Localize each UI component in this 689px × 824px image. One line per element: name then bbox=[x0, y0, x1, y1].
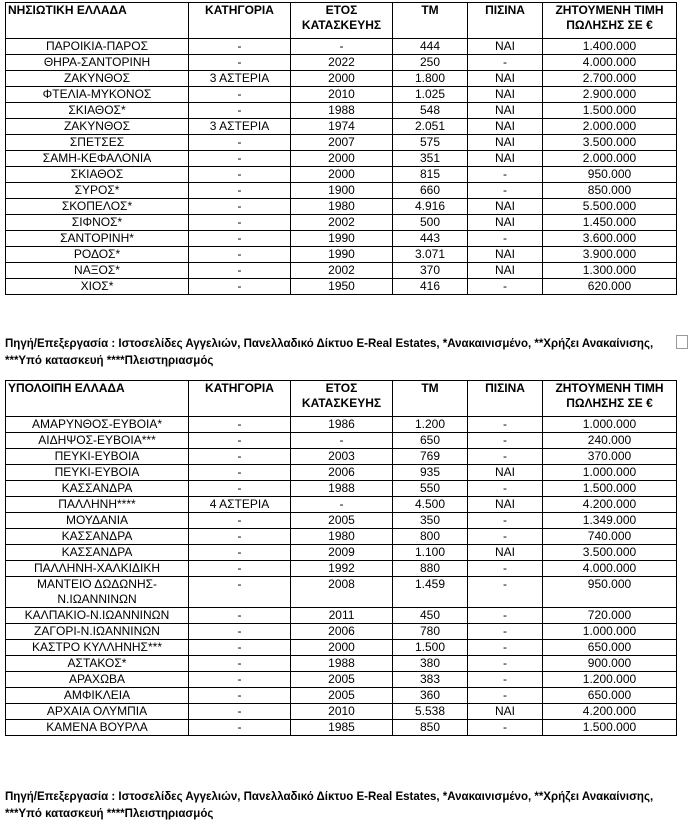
table-cell: - bbox=[189, 672, 291, 688]
column-header: ΖΗΤΟΥΜΕΝΗ ΤΙΜΗ ΠΩΛΗΣΗΣ ΣΕ € bbox=[543, 381, 677, 417]
table-cell: 650.000 bbox=[543, 688, 677, 704]
table-cell: ΣΚΟΠΕΛΟΣ* bbox=[6, 199, 189, 215]
column-header: ΕΤΟΣ ΚΑΤΑΣΚΕΥΗΣ bbox=[291, 381, 393, 417]
column-header: ΤΜ bbox=[393, 3, 468, 39]
table-cell: 1990 bbox=[291, 247, 393, 263]
source-note-line-2: ***Υπό κατασκευή ****Πλειστηριασμός bbox=[5, 808, 214, 820]
table-row bbox=[6, 481, 677, 497]
table-cell: ΑΣΤΑΚΟΣ* bbox=[6, 656, 189, 672]
table-cell: 4.200.000 bbox=[543, 497, 677, 513]
table-cell: - bbox=[468, 672, 543, 688]
table-cell: 4.500 bbox=[393, 497, 468, 513]
table-row bbox=[6, 720, 677, 736]
table-cell: - bbox=[291, 497, 393, 513]
table-cell: 383 bbox=[393, 672, 468, 688]
table-cell: ΜΑΝΤΕΙΟ ΔΩΔΩΝΗΣ-Ν.ΙΩΑΝΝΙΝΩΝ bbox=[6, 577, 189, 608]
table-cell: ΝΑΙ bbox=[468, 465, 543, 481]
table-cell: - bbox=[291, 39, 393, 55]
table-cell: 1985 bbox=[291, 720, 393, 736]
table-row bbox=[6, 656, 677, 672]
table-cell: 1990 bbox=[291, 231, 393, 247]
table-cell: 620.000 bbox=[543, 279, 677, 295]
table-cell: ΠΑΛΛΗΝΗ-ΧΑΛΚΙΔΙΚΗ bbox=[6, 561, 189, 577]
table-cell: - bbox=[189, 247, 291, 263]
table-row bbox=[6, 247, 677, 263]
table-cell: - bbox=[189, 577, 291, 608]
table-cell: 2000 bbox=[291, 167, 393, 183]
table-cell: 2005 bbox=[291, 513, 393, 529]
table-cell: 1980 bbox=[291, 529, 393, 545]
table-row bbox=[6, 417, 677, 433]
table-cell: ΚΑΣΤΡΟ ΚΥΛΛΗΝΗΣ*** bbox=[6, 640, 189, 656]
table-cell: 650.000 bbox=[543, 640, 677, 656]
table-cell: 2002 bbox=[291, 215, 393, 231]
table-cell: - bbox=[468, 561, 543, 577]
table-cell: 1988 bbox=[291, 481, 393, 497]
table-cell: 2000 bbox=[291, 640, 393, 656]
table-cell: ΣΙΦΝΟΣ* bbox=[6, 215, 189, 231]
table-row bbox=[6, 183, 677, 199]
table-cell: ΣΑΝΤΟΡΙΝΗ* bbox=[6, 231, 189, 247]
table-cell: 2.700.000 bbox=[543, 71, 677, 87]
column-header: ΕΤΟΣ ΚΑΤΑΣΚΕΥΗΣ bbox=[291, 3, 393, 39]
table-cell: 950.000 bbox=[543, 577, 677, 608]
table-row bbox=[6, 640, 677, 656]
table-cell: ΣΚΙΑΘΟΣ* bbox=[6, 103, 189, 119]
table-cell: ΝΑΙ bbox=[468, 263, 543, 279]
table-cell: 2009 bbox=[291, 545, 393, 561]
table-cell: ΝΑΙ bbox=[468, 103, 543, 119]
mainland-table bbox=[5, 380, 677, 736]
table-row bbox=[6, 497, 677, 513]
table-cell: 1.200.000 bbox=[543, 672, 677, 688]
table-cell: 1.500.000 bbox=[543, 103, 677, 119]
table-cell: ΚΑΛΠΑΚΙΟ-Ν.ΙΩΑΝΝΙΝΩΝ bbox=[6, 608, 189, 624]
table-cell: 1.025 bbox=[393, 87, 468, 103]
table-cell: ΡΟΔΟΣ* bbox=[6, 247, 189, 263]
table-row bbox=[6, 608, 677, 624]
table-cell: - bbox=[189, 55, 291, 71]
table-header-row bbox=[6, 3, 677, 39]
table-row bbox=[6, 263, 677, 279]
table-cell: ΧΙΟΣ* bbox=[6, 279, 189, 295]
table-cell: 900.000 bbox=[543, 656, 677, 672]
column-header: ΠΙΣΙΝΑ bbox=[468, 3, 543, 39]
table-cell: - bbox=[189, 279, 291, 295]
table-cell: - bbox=[468, 624, 543, 640]
table-cell: 950.000 bbox=[543, 167, 677, 183]
table-cell: - bbox=[189, 417, 291, 433]
table-cell: 2010 bbox=[291, 87, 393, 103]
table-cell: 1.200 bbox=[393, 417, 468, 433]
table-cell: 2007 bbox=[291, 135, 393, 151]
table-row bbox=[6, 561, 677, 577]
table-cell: 780 bbox=[393, 624, 468, 640]
source-note-line-2: ***Υπό κατασκευή ****Πλειστηριασμός bbox=[5, 355, 214, 367]
table-cell: 240.000 bbox=[543, 433, 677, 449]
table-cell: 370.000 bbox=[543, 449, 677, 465]
table-cell: 720.000 bbox=[543, 608, 677, 624]
table-cell: 935 bbox=[393, 465, 468, 481]
source-note-line-1: Πηγή/Επεξεργασία : Ιστοσελίδες Αγγελιών, Πανελλαδικό Δίκτυο E-Real Estates, *Ανακαινισμένο, **Χρήζει Ανακαίνισης, bbox=[5, 338, 654, 350]
table-row bbox=[6, 71, 677, 87]
table-cell: 3.071 bbox=[393, 247, 468, 263]
table-cell: 1900 bbox=[291, 183, 393, 199]
table-row bbox=[6, 449, 677, 465]
table-cell: ΠΕΥΚΙ-ΕΥΒΟΙΑ bbox=[6, 465, 189, 481]
table-cell: 4 ΑΣΤΕΡΙΑ bbox=[189, 497, 291, 513]
table-cell: 1950 bbox=[291, 279, 393, 295]
table-cell: ΚΑΣΣΑΝΔΡΑ bbox=[6, 529, 189, 545]
table-cell: ΣΠΕΤΣΕΣ bbox=[6, 135, 189, 151]
table-row bbox=[6, 87, 677, 103]
table-cell: 1988 bbox=[291, 103, 393, 119]
table-row bbox=[6, 465, 677, 481]
table-cell: - bbox=[468, 449, 543, 465]
table-cell: 3.500.000 bbox=[543, 545, 677, 561]
table-cell: ΝΑΙ bbox=[468, 87, 543, 103]
table-cell: - bbox=[189, 465, 291, 481]
table-cell: - bbox=[189, 151, 291, 167]
table-row bbox=[6, 624, 677, 640]
column-header: ΝΗΣΙΩΤΙΚΗ ΕΛΛΑΔΑ bbox=[6, 3, 189, 39]
table-cell: 880 bbox=[393, 561, 468, 577]
table-cell: ΝΑΙ bbox=[468, 247, 543, 263]
table-row bbox=[6, 151, 677, 167]
table-row bbox=[6, 433, 677, 449]
table-cell: - bbox=[189, 183, 291, 199]
table-cell: 380 bbox=[393, 656, 468, 672]
table-cell: 3.900.000 bbox=[543, 247, 677, 263]
table-row bbox=[6, 231, 677, 247]
table-cell: 2003 bbox=[291, 449, 393, 465]
table-cell: - bbox=[468, 279, 543, 295]
table-cell: 1.450.000 bbox=[543, 215, 677, 231]
table-row bbox=[6, 688, 677, 704]
table-cell: 3.500.000 bbox=[543, 135, 677, 151]
table-cell: - bbox=[468, 417, 543, 433]
table-cell: 2006 bbox=[291, 465, 393, 481]
table-cell: ΝΑΙ bbox=[468, 497, 543, 513]
table-cell: - bbox=[189, 656, 291, 672]
column-header: ΖΗΤΟΥΜΕΝΗ ΤΙΜΗ ΠΩΛΗΣΗΣ ΣΕ € bbox=[543, 3, 677, 39]
column-header: ΥΠΟΛΟΙΠΗ ΕΛΛΑΔΑ bbox=[6, 381, 189, 417]
table-cell: - bbox=[189, 529, 291, 545]
table-cell: 1.500.000 bbox=[543, 481, 677, 497]
table-cell: ΑΜΑΡΥΝΘΟΣ-ΕΥΒΟΙΑ* bbox=[6, 417, 189, 433]
table-cell: 2011 bbox=[291, 608, 393, 624]
table-cell: 1988 bbox=[291, 656, 393, 672]
table-cell: - bbox=[468, 577, 543, 608]
table-cell: - bbox=[189, 39, 291, 55]
table-cell: - bbox=[189, 640, 291, 656]
table-cell: - bbox=[468, 183, 543, 199]
table-cell: 370 bbox=[393, 263, 468, 279]
islands-table bbox=[5, 2, 677, 295]
table-cell: ΑΙΔΗΨΟΣ-ΕΥΒΟΙΑ*** bbox=[6, 433, 189, 449]
table-cell: 575 bbox=[393, 135, 468, 151]
table-cell: - bbox=[468, 433, 543, 449]
table-cell: 1.300.000 bbox=[543, 263, 677, 279]
table-cell: - bbox=[189, 561, 291, 577]
table-cell: ΖΑΚΥΝΘΟΣ bbox=[6, 119, 189, 135]
table-cell: 4.000.000 bbox=[543, 561, 677, 577]
column-header: ΠΙΣΙΝΑ bbox=[468, 381, 543, 417]
table-cell: 815 bbox=[393, 167, 468, 183]
table-cell: - bbox=[189, 513, 291, 529]
table-cell: 550 bbox=[393, 481, 468, 497]
table-cell: 2005 bbox=[291, 688, 393, 704]
table-cell: 250 bbox=[393, 55, 468, 71]
table-cell: ΝΑΙ bbox=[468, 39, 543, 55]
table-cell: - bbox=[468, 608, 543, 624]
table-cell: 2022 bbox=[291, 55, 393, 71]
table-cell: - bbox=[468, 231, 543, 247]
table-row bbox=[6, 672, 677, 688]
table-row bbox=[6, 135, 677, 151]
table-cell: ΠΑΡΟΙΚΙΑ-ΠΑΡΟΣ bbox=[6, 39, 189, 55]
table-cell: 2.000.000 bbox=[543, 119, 677, 135]
table-cell: ΝΑΙ bbox=[468, 199, 543, 215]
table-cell: ΠΑΛΛΗΝΗ**** bbox=[6, 497, 189, 513]
table-cell: - bbox=[189, 481, 291, 497]
table-cell: 500 bbox=[393, 215, 468, 231]
table-cell: 3 ΑΣΤΕΡΙΑ bbox=[189, 71, 291, 87]
table-cell: - bbox=[468, 688, 543, 704]
table-cell: 2.900.000 bbox=[543, 87, 677, 103]
table-cell: 740.000 bbox=[543, 529, 677, 545]
table-cell: - bbox=[468, 656, 543, 672]
table-cell: - bbox=[189, 433, 291, 449]
table-cell: 1.000.000 bbox=[543, 465, 677, 481]
source-note-line-1: Πηγή/Επεξεργασία : Ιστοσελίδες Αγγελιών, Πανελλαδικό Δίκτυο E-Real Estates, *Ανακαινισμένο, **Χρήζει Ανακαίνισης, bbox=[5, 791, 654, 803]
table-cell: 1.800 bbox=[393, 71, 468, 87]
table-cell: - bbox=[189, 263, 291, 279]
table-cell: 2006 bbox=[291, 624, 393, 640]
table-cell: ΘΗΡΑ-ΣΑΝΤΟΡΙΝΗ bbox=[6, 55, 189, 71]
table-cell: 3.600.000 bbox=[543, 231, 677, 247]
table-cell: ΦΤΕΛΙΑ-ΜΥΚΟΝΟΣ bbox=[6, 87, 189, 103]
table-cell: 1980 bbox=[291, 199, 393, 215]
table-row bbox=[6, 103, 677, 119]
table-cell: 2000 bbox=[291, 151, 393, 167]
table-cell: 4.000.000 bbox=[543, 55, 677, 71]
table-cell: 1.100 bbox=[393, 545, 468, 561]
table-cell: 1.000.000 bbox=[543, 417, 677, 433]
table-cell: - bbox=[189, 720, 291, 736]
table-cell: ΣΚΙΑΘΟΣ bbox=[6, 167, 189, 183]
table-cell: - bbox=[189, 167, 291, 183]
table-row bbox=[6, 704, 677, 720]
table-cell: ΝΑΞΟΣ* bbox=[6, 263, 189, 279]
islands-source-note bbox=[5, 336, 689, 370]
table-cell: 800 bbox=[393, 529, 468, 545]
table-cell: 4.916 bbox=[393, 199, 468, 215]
table-row bbox=[6, 545, 677, 561]
table-cell: ΑΡΧΑΙΑ ΟΛΥΜΠΙΑ bbox=[6, 704, 189, 720]
table-cell: 450 bbox=[393, 608, 468, 624]
table-cell: ΝΑΙ bbox=[468, 119, 543, 135]
table-cell: - bbox=[468, 167, 543, 183]
table-cell: 660 bbox=[393, 183, 468, 199]
table-cell: - bbox=[189, 608, 291, 624]
table-row bbox=[6, 199, 677, 215]
table-cell: 2010 bbox=[291, 704, 393, 720]
table-cell: ΝΑΙ bbox=[468, 215, 543, 231]
table-cell: 650 bbox=[393, 433, 468, 449]
table-cell: ΜΟΥΔΑΝΙΑ bbox=[6, 513, 189, 529]
table-cell: - bbox=[189, 199, 291, 215]
table-row bbox=[6, 279, 677, 295]
table-cell: 416 bbox=[393, 279, 468, 295]
table-cell: 1.400.000 bbox=[543, 39, 677, 55]
table-cell: 444 bbox=[393, 39, 468, 55]
table-cell: 3 ΑΣΤΕΡΙΑ bbox=[189, 119, 291, 135]
table-cell: - bbox=[189, 231, 291, 247]
table-cell: 1.349.000 bbox=[543, 513, 677, 529]
table-cell: ΝΑΙ bbox=[468, 135, 543, 151]
table-cell: 5.500.000 bbox=[543, 199, 677, 215]
table-cell: ΖΑΚΥΝΘΟΣ bbox=[6, 71, 189, 87]
table-row bbox=[6, 513, 677, 529]
table-cell: 1974 bbox=[291, 119, 393, 135]
table-cell: 2002 bbox=[291, 263, 393, 279]
table-cell: ΚΑΜΕΝΑ ΒΟΥΡΛΑ bbox=[6, 720, 189, 736]
table-cell: 850 bbox=[393, 720, 468, 736]
table-cell: ΚΑΣΣΑΝΔΡΑ bbox=[6, 481, 189, 497]
table-header-row bbox=[6, 381, 677, 417]
table-cell: - bbox=[468, 640, 543, 656]
table-cell: ΑΡΑΧΩΒΑ bbox=[6, 672, 189, 688]
table-cell: - bbox=[189, 449, 291, 465]
table-cell: - bbox=[189, 87, 291, 103]
table-row bbox=[6, 529, 677, 545]
column-header: ΤΜ bbox=[393, 381, 468, 417]
table-cell: 2.051 bbox=[393, 119, 468, 135]
table-cell: 2005 bbox=[291, 672, 393, 688]
table-cell: 850.000 bbox=[543, 183, 677, 199]
table-row bbox=[6, 167, 677, 183]
table-cell: 1986 bbox=[291, 417, 393, 433]
table-cell: - bbox=[189, 215, 291, 231]
table-cell: 4.200.000 bbox=[543, 704, 677, 720]
table-cell: 5.538 bbox=[393, 704, 468, 720]
table-cell: 2.000.000 bbox=[543, 151, 677, 167]
table-cell: - bbox=[291, 433, 393, 449]
table-cell: 548 bbox=[393, 103, 468, 119]
table-cell: - bbox=[468, 720, 543, 736]
table-cell: 1.000.000 bbox=[543, 624, 677, 640]
table-cell: 1992 bbox=[291, 561, 393, 577]
table-cell: 1.500.000 bbox=[543, 720, 677, 736]
table-cell: ΝΑΙ bbox=[468, 545, 543, 561]
table-cell: 360 bbox=[393, 688, 468, 704]
table-cell: ΝΑΙ bbox=[468, 151, 543, 167]
layout-marker-icon bbox=[676, 335, 688, 349]
table-cell: 769 bbox=[393, 449, 468, 465]
table-cell: - bbox=[468, 529, 543, 545]
table-cell: - bbox=[189, 135, 291, 151]
table-cell: 351 bbox=[393, 151, 468, 167]
table-cell: ΣΑΜΗ-ΚΕΦΑΛΟΝΙΑ bbox=[6, 151, 189, 167]
table-cell: - bbox=[189, 688, 291, 704]
table-cell: - bbox=[189, 624, 291, 640]
column-header: ΚΑΤΗΓΟΡΙΑ bbox=[189, 381, 291, 417]
table-cell: 350 bbox=[393, 513, 468, 529]
table-cell: 443 bbox=[393, 231, 468, 247]
table-row bbox=[6, 55, 677, 71]
table-cell: ΣΥΡΟΣ* bbox=[6, 183, 189, 199]
table-cell: 1.500 bbox=[393, 640, 468, 656]
table-row bbox=[6, 577, 677, 608]
table-cell: ΚΑΣΣΑΝΔΡΑ bbox=[6, 545, 189, 561]
table-cell: ΠΕΥΚΙ-ΕΥΒΟΙΑ bbox=[6, 449, 189, 465]
table-cell: - bbox=[189, 103, 291, 119]
table-cell: - bbox=[189, 545, 291, 561]
table-cell: 1.459 bbox=[393, 577, 468, 608]
table-row bbox=[6, 119, 677, 135]
table-cell: ΝΑΙ bbox=[468, 71, 543, 87]
table-cell: - bbox=[468, 513, 543, 529]
table-cell: - bbox=[468, 55, 543, 71]
table-cell: ΑΜΦΙΚΛΕΙΑ bbox=[6, 688, 189, 704]
column-header: ΚΑΤΗΓΟΡΙΑ bbox=[189, 3, 291, 39]
table-row bbox=[6, 215, 677, 231]
table-cell: ΖΑΓΟΡΙ-Ν.ΙΩΑΝΝΙΝΩΝ bbox=[6, 624, 189, 640]
table-cell: 2000 bbox=[291, 71, 393, 87]
table-cell: - bbox=[189, 704, 291, 720]
table-cell: 2008 bbox=[291, 577, 393, 608]
mainland-source-note bbox=[5, 789, 689, 823]
table-row bbox=[6, 39, 677, 55]
table-cell: - bbox=[468, 481, 543, 497]
table-cell: ΝΑΙ bbox=[468, 704, 543, 720]
